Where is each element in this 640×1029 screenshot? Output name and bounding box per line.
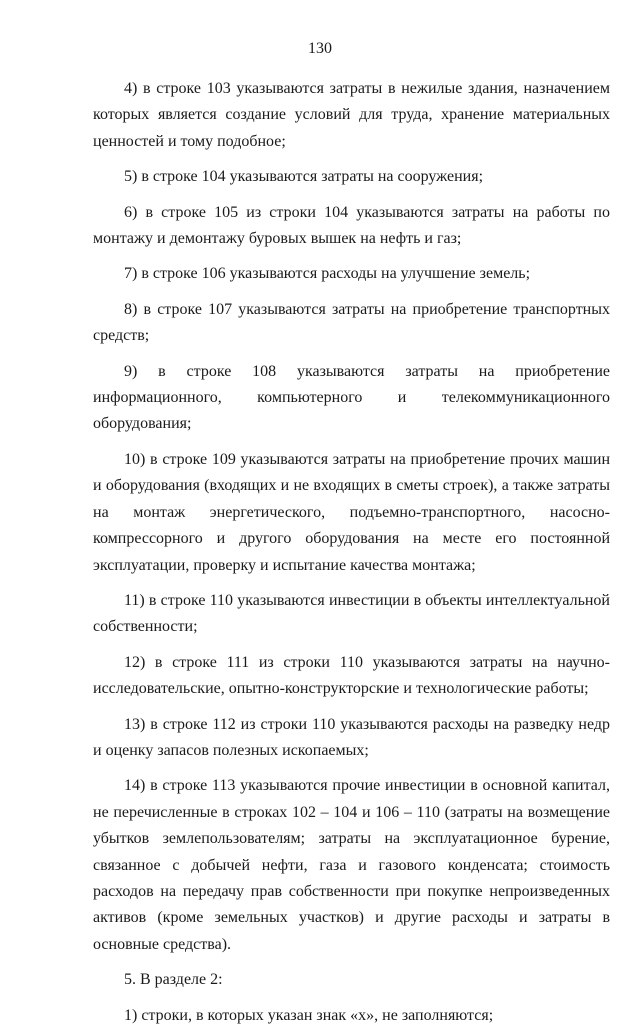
paragraph-item-7: 7) в строке 106 указываются расходы на улучшение земель; bbox=[124, 265, 531, 283]
section-heading: 5. В разделе 2: bbox=[124, 971, 223, 989]
paragraph-item-4: 4) в строке 103 указываются затраты в нежилые здания, назначением которых является создание условий для труда, хранение материальных ценностей и тому подобное; bbox=[93, 80, 610, 150]
body-text bbox=[93, 76, 610, 1029]
paragraph-item-10: 10) в строке 109 указываются затраты на приобретение прочих машин и оборудования (входящих и не входящих в сметы строек), а также затраты на монтаж энергетического, подъемно-транспортного, насосно-компрессорного и другого оборудования на месте его постоянной эксплуатации, проверку и испытание качества монтажа; bbox=[93, 450, 610, 574]
paragraph-item-5: 5) в строке 104 указываются затраты на сооружения; bbox=[124, 168, 484, 186]
paragraph-item-14: 14) в строке 113 указываются прочие инвестиции в основной капитал, не перечисленные в строках 102 – 104 и 106 – 110 (затраты на возмещение убытков землепользователям; затраты на эксплуатационное бурение, связанное с добычей нефти, газа и газового конденсата; стоимость расходов на передачу прав собственности при покупке непроизведенных активов (кроме земельных участков) и другие расходы и затраты в основные средства). bbox=[93, 777, 610, 953]
paragraph-item-9: 9) в строке 108 указываются затраты на приобретение информационного, компьютерного и телекоммуникационного оборудования; bbox=[93, 362, 610, 433]
paragraph-section2-item-1: 1) строки, в которых указан знак «х», не заполняются; bbox=[124, 1006, 494, 1024]
page-number: 130 bbox=[308, 40, 332, 57]
paragraph-item-8: 8) в строке 107 указываются затраты на приобретение транспортных средств; bbox=[93, 300, 610, 345]
paragraph-item-13: 13) в строке 112 из строки 110 указываются расходы на разведку недр и оценку запасов полезных ископаемых; bbox=[93, 715, 610, 759]
paragraph-item-12: 12) в строке 111 из строки 110 указываются затраты на научно-исследовательские, опытно-конструкторские и технологические работы; bbox=[93, 653, 610, 698]
paragraph-item-6: 6) в строке 105 из строки 104 указываются затраты на работы по монтажу и демонтажу буровых вышек на нефть и газ; bbox=[93, 203, 610, 248]
paragraph-item-11: 11) в строке 110 указываются инвестиции в объекты интеллектуальной собственности; bbox=[93, 591, 610, 636]
